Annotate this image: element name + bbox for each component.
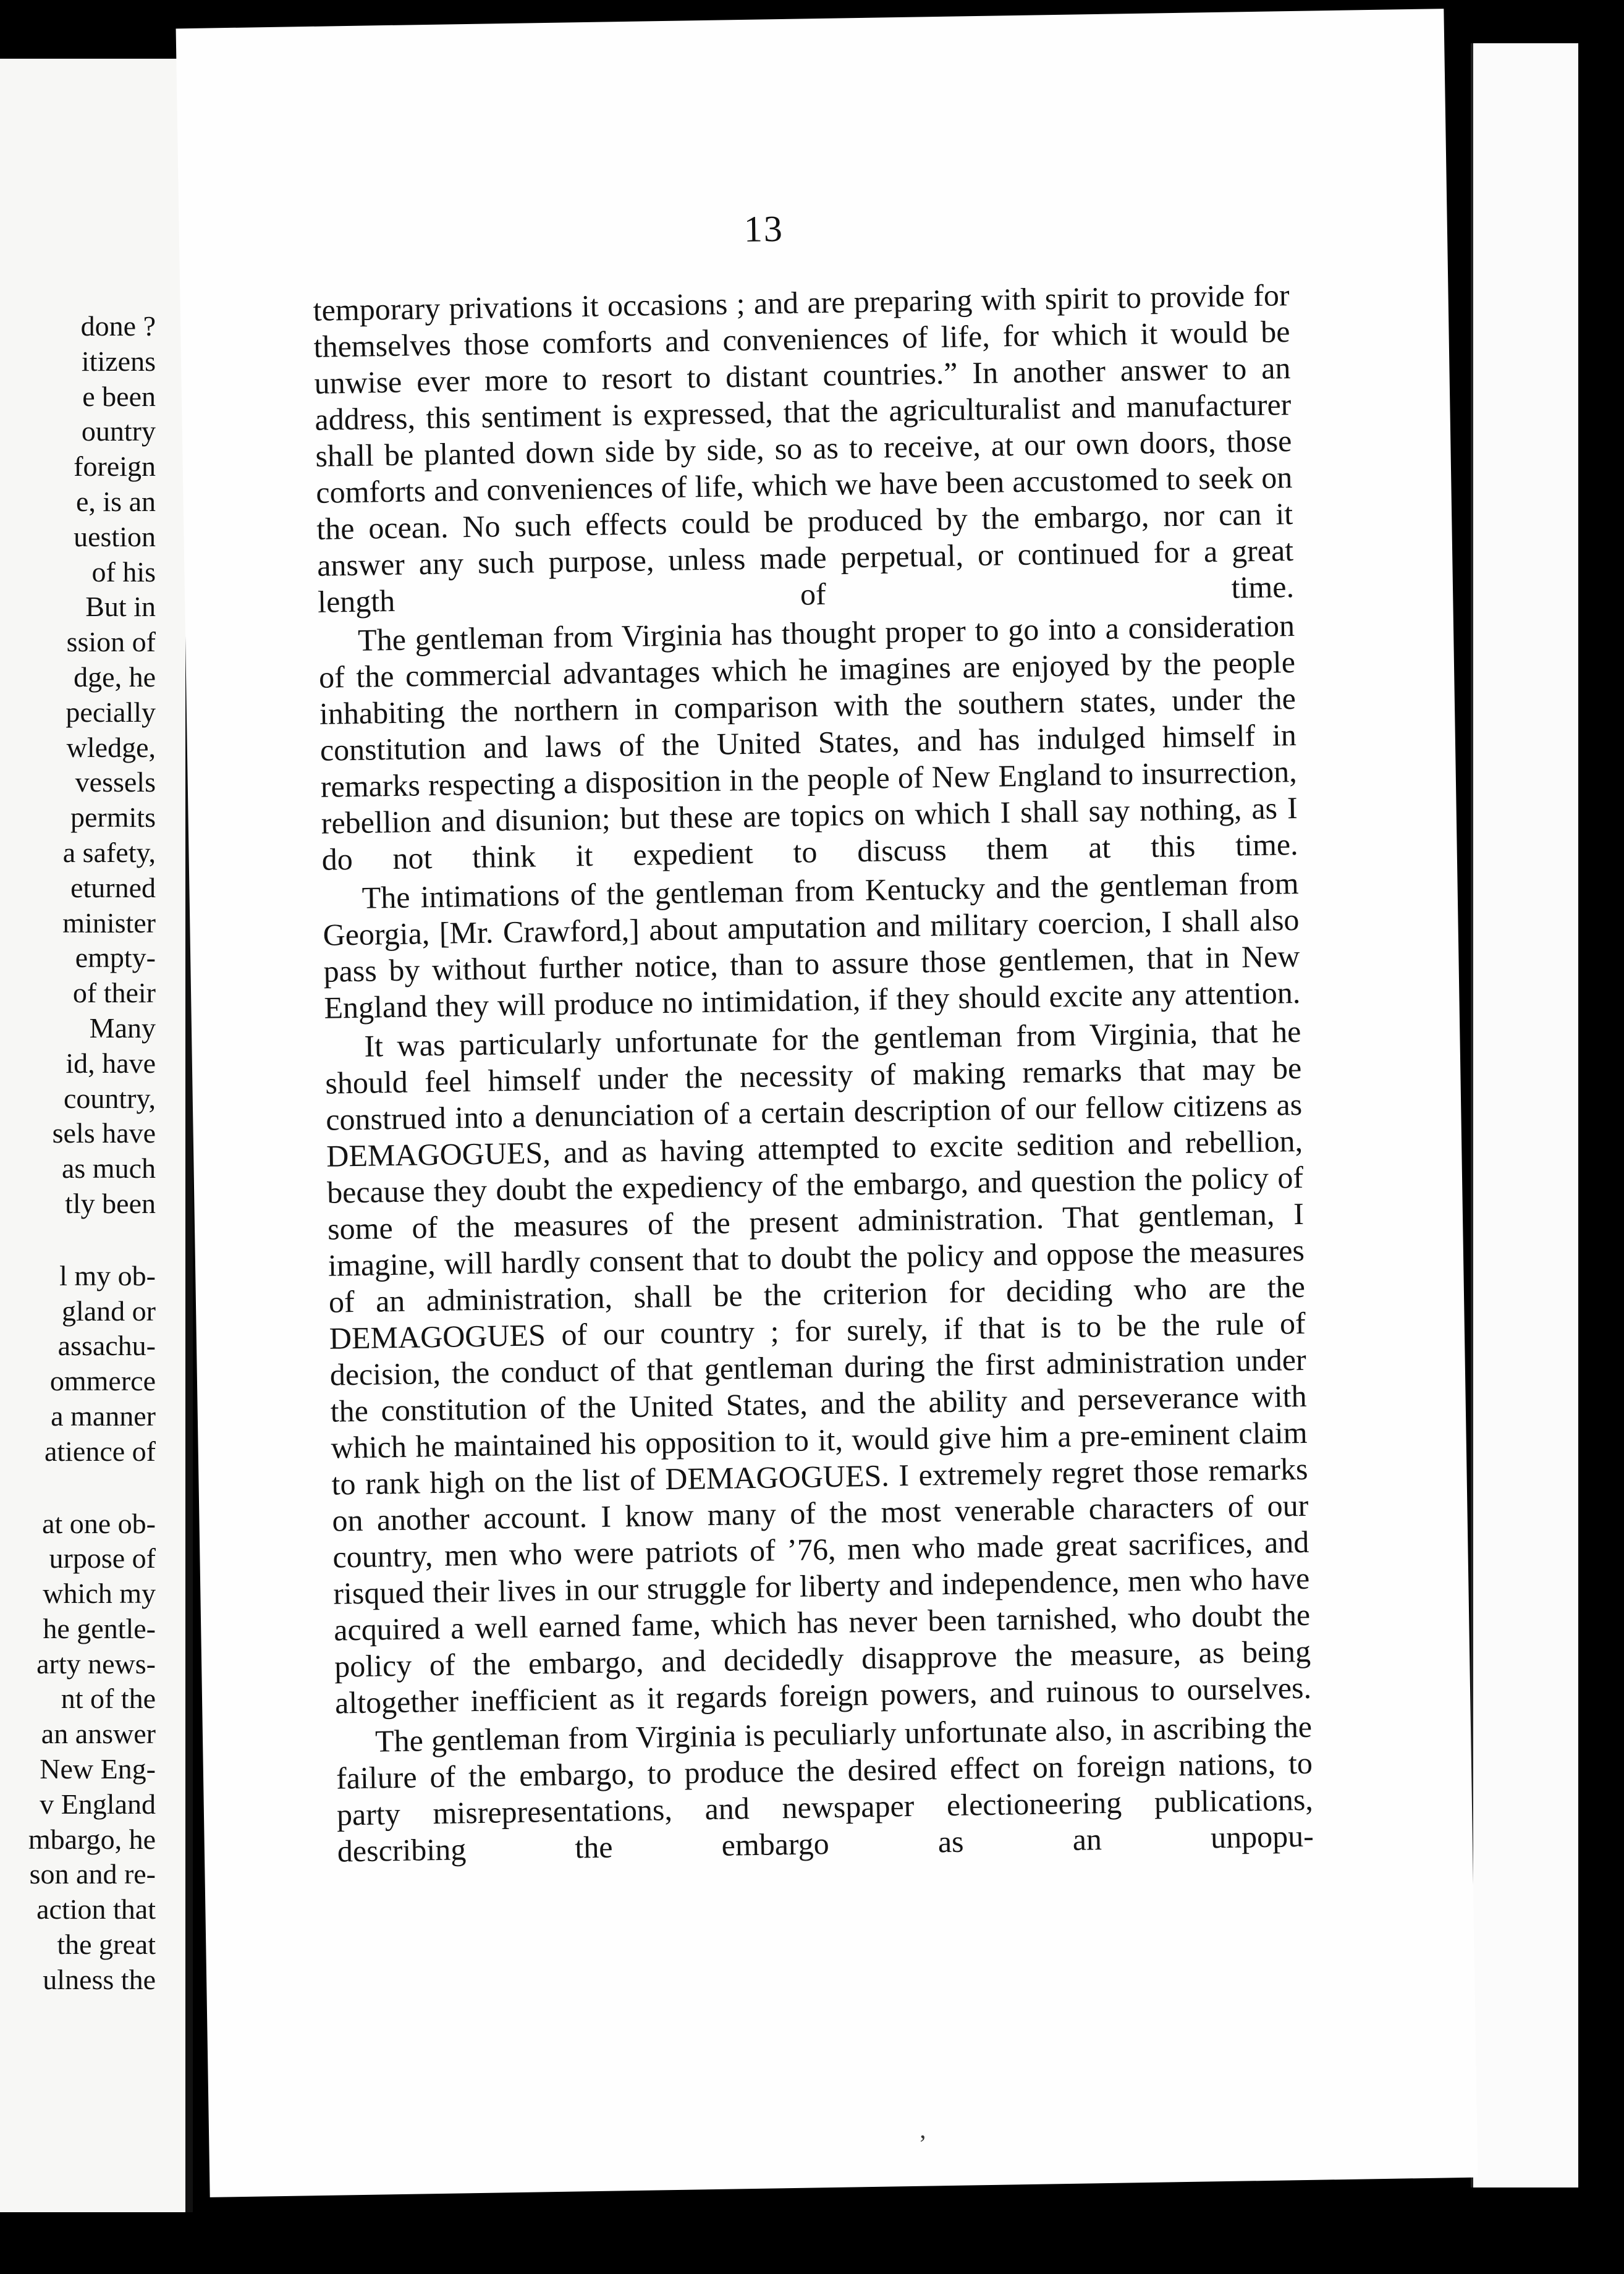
previous-page-line: at one ob- bbox=[42, 1507, 156, 1539]
previous-page-text bbox=[0, 309, 156, 1998]
previous-page-line: which my bbox=[43, 1578, 156, 1610]
paragraph-4: It was particularly unfortunate for the gentleman from Virginia, that he should feel himself under the necessity of making remarks that may be construed into a denunciation of a certain description of our fellow citizens as DEMAGOGUES, and as having attempted to excite sedition and rebellion, because they doubt the expediency of the embargo, and question the policy of some of the measures of the present administration. That gentleman, I imagine, will hardly consent that to doubt the policy and oppose the measures of an administration, shall be the criterion for deciding who are the DEMAGOGUES of our country ; for surely, if that is to be the rule of decision, the conduct of that gentleman during the first administration under the constitution of the United States, and the ability and perseverance with which he maintained his opposition to it, would give him a pre-eminent claim to rank high on the list of DEMAGOGUES. I extremely regret those remarks on another account. I know many of the most venerable characters of our country, men who were patriots of ’76, men who made great sacrifices, and risqued their lives in our struggle for liberty and independence, men who have acquired a well earned fame, which has never been tarnished, who doubt the policy of the embargo, and decidedly disapprove the measure, as being altogether inefficient as it regards foreign powers, and ruinous to ourselves. bbox=[324, 1013, 1312, 1720]
previous-page-line: a manner bbox=[51, 1400, 156, 1432]
previous-page-line: foreign bbox=[74, 450, 156, 483]
previous-page-line: nt of the bbox=[61, 1683, 156, 1715]
previous-page-line: wledge, bbox=[66, 731, 156, 763]
previous-page-line: country, bbox=[63, 1082, 156, 1114]
previous-page-line: sels have bbox=[52, 1117, 156, 1149]
previous-page-line: Many bbox=[89, 1012, 156, 1044]
previous-page-line: atience of bbox=[44, 1435, 156, 1467]
previous-page-line bbox=[0, 1469, 156, 1507]
previous-page-line: eturned bbox=[70, 871, 156, 903]
previous-page-line: son and re- bbox=[29, 1858, 156, 1890]
previous-page-line bbox=[0, 1222, 156, 1259]
previous-page-line: New Eng- bbox=[40, 1753, 156, 1785]
previous-page-line: uestion bbox=[74, 520, 156, 552]
previous-page-line: he gentle- bbox=[43, 1612, 156, 1644]
backing-sheet bbox=[1471, 43, 1578, 2187]
page-body bbox=[313, 277, 1314, 1872]
previous-page-line: empty- bbox=[75, 942, 156, 974]
previous-page-line: of their bbox=[72, 977, 156, 1009]
previous-page-line: e, is an bbox=[75, 485, 156, 517]
previous-page-line: as much bbox=[61, 1152, 156, 1185]
previous-page-line: dge, he bbox=[74, 661, 156, 693]
previous-page-line: the great bbox=[57, 1929, 156, 1961]
previous-page-line: of his bbox=[91, 556, 156, 588]
previous-page-line: a safety, bbox=[62, 836, 156, 868]
previous-page-line: action that bbox=[36, 1893, 156, 1925]
main-page bbox=[176, 9, 1478, 2197]
previous-page-line: pecially bbox=[66, 696, 156, 728]
previous-page-line: arty news- bbox=[36, 1647, 156, 1680]
previous-page-line: ommerce bbox=[49, 1365, 156, 1397]
previous-page-line: gland or bbox=[61, 1295, 156, 1327]
previous-page-line: mbargo, he bbox=[28, 1823, 156, 1855]
paragraph-5: The gentleman from Virginia is peculiarly unfortunate also, in ascribing the failure of the embargo, to produce the desired effect on foreign nations, to party misrepresentations, and newspaper electioneering publications, describing the embargo as an unpopu- bbox=[336, 1709, 1314, 1869]
previous-page-line: done ? bbox=[80, 310, 156, 342]
previous-page-line: l my ob- bbox=[59, 1259, 156, 1291]
previous-page-line: permits bbox=[70, 801, 156, 834]
previous-page-line: vessels bbox=[75, 766, 156, 798]
previous-page-line: v England bbox=[40, 1788, 156, 1820]
previous-page-line: an answer bbox=[41, 1718, 156, 1750]
printer-mark: , bbox=[919, 2115, 926, 2144]
previous-page-line: minister bbox=[62, 907, 156, 939]
previous-page-line: e been bbox=[82, 380, 156, 412]
previous-page-line: tly been bbox=[65, 1187, 156, 1219]
page-number: 13 bbox=[743, 208, 784, 250]
previous-page-line: ulness the bbox=[43, 1963, 156, 1995]
previous-page-fragment bbox=[0, 59, 193, 2212]
previous-page-line: itizens bbox=[81, 345, 156, 377]
previous-page-line: id, have bbox=[66, 1047, 156, 1079]
paragraph-1: temporary privations it occasions ; and are preparing with spirit to provide for themselves those comforts and conveniences of life, for which it would be unwise ever more to resort to distant countries.” In another answer to an address, this sentiment is expressed, that the agriculturalist and manufacturer shall be planted down side by side, so as to receive, at our own doors, those comforts and conveniences of life, which we have been accustomed to seek on the ocean. No such effects could be produced by the embargo, nor can it answer any such purpose, unless made perpetual, or continued for a great length of time. bbox=[313, 277, 1295, 619]
previous-page-line: assachu- bbox=[57, 1330, 156, 1362]
previous-page-line: urpose of bbox=[49, 1542, 156, 1574]
previous-page-line: But in bbox=[85, 591, 156, 623]
previous-page-line: ountry bbox=[81, 415, 156, 447]
previous-page-line: ssion of bbox=[66, 626, 156, 658]
paragraph-3: The intimations of the gentleman from Kentucky and the gentleman from Georgia, [Mr. Crawford,] about amputation and military coercion, I shall also pass by without further notice, than to assure those gentlemen, that in New England they will produce no intimidation, if they should excite any attention. bbox=[323, 865, 1301, 1025]
paragraph-2: The gentleman from Virginia has thought proper to go into a consideration of the commercial advantages which he imagines are enjoyed by the people inhabiting the northern in comparison with the southern states, under the constitution and laws of the United States, and has indulged himself in remarks respecting a disposition in the people of New England to insurrection, rebellion and disunion; but these are topics on which I shall say nothing, as I do not think it expedient to discuss them at this time. bbox=[318, 608, 1298, 877]
